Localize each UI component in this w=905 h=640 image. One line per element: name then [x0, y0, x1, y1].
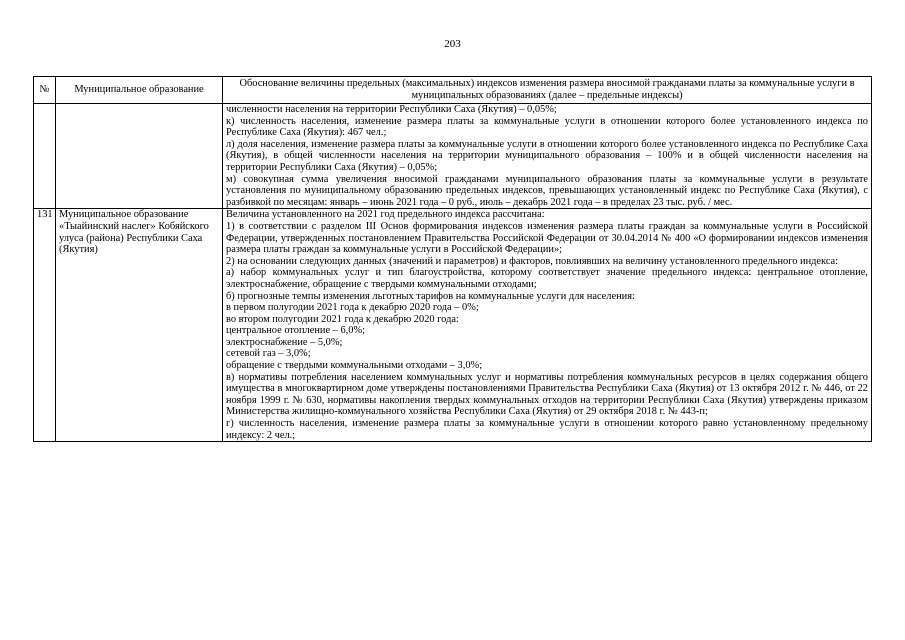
- page-number: 203: [444, 38, 461, 50]
- paragraph: электроснабжение – 5,0%;: [226, 336, 343, 348]
- paragraph: 2) на основании следующих данных (значений и параметров) и факторов, повлиявших на величину установленного предельного индекса:: [226, 255, 839, 267]
- paragraph: 1) в соответствии с разделом III Основ формирования индексов изменения размера платы граждан за коммунальные услуги в Российской Федерации, утвержденных постановлением Правительства Российской Федерации от 30.04.2014 № 400 «О формировании индексов изменения размера платы граждан за коммунальные услуги в Российской Федерации»;: [226, 220, 868, 256]
- paragraph: г) численность населения, изменение размера платы за коммунальные услуги в отношении которого равно установленному предельному индексу: 2 чел.;: [226, 418, 868, 441]
- header-justification: Обоснование величины предельных (максимальных) индексов изменения размера вносимой гражданами платы за коммунальные услуги в муниципальных образованиях (далее – предельные индексы): [223, 77, 872, 104]
- paragraph: численности населения на территории Республики Саха (Якутия) – 0,05%;: [226, 104, 557, 115]
- justification-table: [33, 76, 872, 442]
- paragraph: обращение с твердыми коммунальными отходами – 3,0%;: [226, 360, 483, 372]
- paragraph: м) совокупная сумма увеличения вносимой гражданами муниципального образования платы за коммунальные услуги в результате установления по муниципальному образованию предельных индексов, превышающих установленный индекс по Республике Саха (Якутия), с разбивкой по месяцам: январь – июнь 2021 года – 0 руб., июль – декабрь 2021 года – в пределах 23 тыс. руб. / мес.: [226, 173, 868, 208]
- paragraph: л) доля населения, изменение размера платы за коммунальные услуги в отношении которого более установленного индекса по Республике Саха (Якутия), в общей численности населения на территории муниципального образования – 100% и в общей численности населения на территории Республики Саха (Якутия) – 0,05%;: [226, 138, 868, 173]
- table-row: [34, 209, 872, 442]
- row-number: 131: [34, 209, 56, 442]
- paragraph: центральное отопление – 6,0%;: [226, 325, 365, 337]
- row-justification: [223, 104, 872, 209]
- paragraph: в первом полугодии 2021 года к декабрю 2020 года – 0%;: [226, 302, 479, 314]
- row-municipality: Муниципальное образование «Тыайинский наслег» Кобяйского улуса (района) Республики Саха (Якутия): [56, 209, 223, 442]
- header-number: №: [34, 77, 56, 104]
- paragraph: во втором полугодии 2021 года к декабрю 2020 года:: [226, 313, 459, 325]
- row-municipality: [56, 104, 223, 209]
- paragraph: а) набор коммунальных услуг и тип благоустройства, которому соответствует значение предельного индекса: центральное отопление, электроснабжение, обращение с твердыми коммунальными отходами;: [226, 267, 868, 290]
- row-justification: [223, 209, 872, 442]
- row-number: [34, 104, 56, 209]
- paragraph: в) нормативы потребления населением коммунальных услуг и нормативы потребления коммунальных ресурсов в целях содержания общего имущества в многоквартирном доме утверждены постановлениями Правительства Республики Саха (Якутия) от 13 октября 2012 г. № 446, от 22 ноября 1999 г. № 630, нормативы накопления твердых коммунальных отходов на территории Республики Саха (Якутия) утверждены приказом Министерства жилищно-коммунального хозяйства Республики Саха (Якутия) от 29 октября 2018 г. № 443-п;: [226, 371, 868, 418]
- header-municipality: Муниципальное образование: [56, 77, 223, 104]
- paragraph: сетевой газ – 3,0%;: [226, 348, 311, 360]
- paragraph: б) прогнозные темпы изменения льготных тарифов на коммунальные услуги для населения:: [226, 290, 635, 302]
- table-row: [34, 104, 872, 209]
- paragraph: Величина установленного на 2021 год предельного индекса рассчитана:: [226, 209, 545, 221]
- table-header-row: [34, 77, 872, 104]
- paragraph: к) численность населения, изменение размера платы за коммунальные услуги в отношении которого более установленного индекса по Республике Саха (Якутия): 467 чел.;: [226, 115, 868, 139]
